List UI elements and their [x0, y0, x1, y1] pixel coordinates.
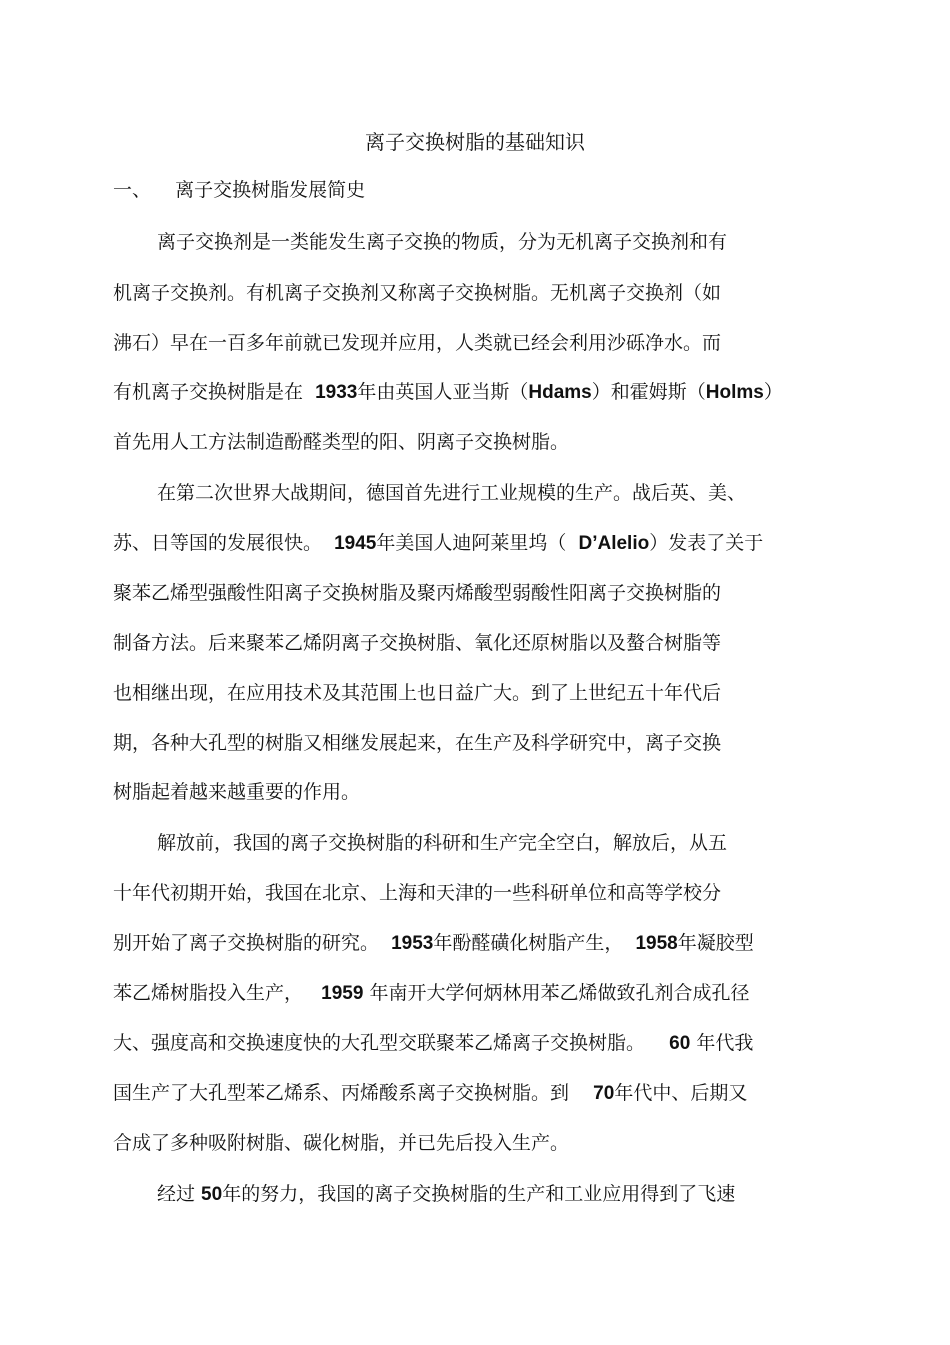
- page-title: 离子交换树脂的基础知识: [365, 130, 585, 154]
- paragraph-line: 离子交换剂是一类能发生离子交换的物质，分为无机离子交换剂和有: [157, 231, 728, 253]
- paragraph-line: [113, 1030, 753, 1057]
- paragraph-line: [113, 379, 783, 406]
- text: 苏、日等国的发展很快。: [113, 532, 335, 554]
- year-1958: 1958: [635, 933, 678, 954]
- text: 国生产了大孔型苯乙烯系、丙烯酸系离子交换树脂。到: [113, 1082, 594, 1104]
- text: 苯乙烯树脂投入生产，: [113, 982, 322, 1004]
- text: 年美国人迪阿莱里坞（: [376, 532, 579, 554]
- text: ）: [763, 381, 783, 403]
- paragraph-line: [113, 930, 754, 957]
- name-dalelio: D’Alelio: [578, 533, 650, 554]
- text: 年酚醛磺化树脂产生，: [433, 932, 636, 954]
- year-1933: 1933: [315, 382, 358, 403]
- decade-60: 60: [669, 1033, 691, 1054]
- paragraph-line: 树脂起着越来越重要的作用。: [113, 781, 361, 803]
- paragraph-line: [113, 530, 763, 557]
- paragraph-line: [157, 1181, 735, 1208]
- years-50: 50: [201, 1184, 223, 1205]
- paragraph-line: 制备方法。后来聚苯乙烯阴离子交换树脂、氧化还原树脂以及螯合树脂等: [113, 632, 722, 654]
- paragraph-line: [113, 1080, 747, 1107]
- paragraph-line: 聚苯乙烯型强酸性阳离子交换树脂及聚丙烯酸型弱酸性阳离子交换树脂的: [113, 582, 722, 604]
- text: 年凝胶型: [677, 932, 754, 954]
- paragraph-line: 机离子交换剂。有机离子交换剂又称离子交换树脂。无机离子交换剂（如: [113, 282, 722, 304]
- text: 年由英国人亚当斯（: [357, 381, 529, 403]
- section-heading: 一、 离子交换树脂发展简史: [113, 179, 366, 201]
- year-1953: 1953: [391, 933, 434, 954]
- name-hdams: Hdams: [528, 382, 592, 403]
- paragraph-line: 期，各种大孔型的树脂又相继发展起来，在生产及科学研究中，离子交换: [113, 732, 722, 754]
- text: ）发表了关于: [649, 532, 764, 554]
- text: 有机离子交换树脂是在: [113, 381, 316, 403]
- year-1959: 1959: [321, 983, 364, 1004]
- text: ）和霍姆斯（: [591, 381, 706, 403]
- paragraph-line: 首先用人工方法制造酚醛类型的阳、阴离子交换树脂。: [113, 431, 570, 453]
- paragraph-line: 解放前，我国的离子交换树脂的科研和生产完全空白，解放后，从五: [157, 832, 728, 854]
- paragraph-line: 也相继出现，在应用技术及其范围上也日益广大。到了上世纪五十年代后: [113, 682, 722, 704]
- paragraph-line: 合成了多种吸附树脂、碳化树脂，并已先后投入生产。: [113, 1132, 570, 1154]
- text: 年代我: [690, 1032, 754, 1054]
- paragraph-line: [113, 980, 749, 1007]
- decade-70: 70: [593, 1083, 615, 1104]
- name-holms: Holms: [705, 382, 764, 403]
- year-1945: 1945: [334, 533, 377, 554]
- text: 年代中、后期又: [614, 1082, 748, 1104]
- paragraph-line: 十年代初期开始，我国在北京、上海和天津的一些科研单位和高等学校分: [113, 882, 722, 904]
- paragraph-line: 沸石）早在一百多年前就已发现并应用，人类就已经会利用沙砾净水。而: [113, 332, 722, 354]
- text: 大、强度高和交换速度快的大孔型交联聚苯乙烯离子交换树脂。: [113, 1032, 670, 1054]
- text: 年南开大学何炳林用苯乙烯做致孔剂合成孔径: [363, 982, 750, 1004]
- text: 别开始了离子交换树脂的研究。: [113, 932, 392, 954]
- text: 年的努力，我国的离子交换树脂的生产和工业应用得到了飞速: [222, 1183, 736, 1205]
- paragraph-line: 在第二次世界大战期间，德国首先进行工业规模的生产。战后英、美、: [157, 482, 747, 504]
- text: 经过: [157, 1183, 202, 1205]
